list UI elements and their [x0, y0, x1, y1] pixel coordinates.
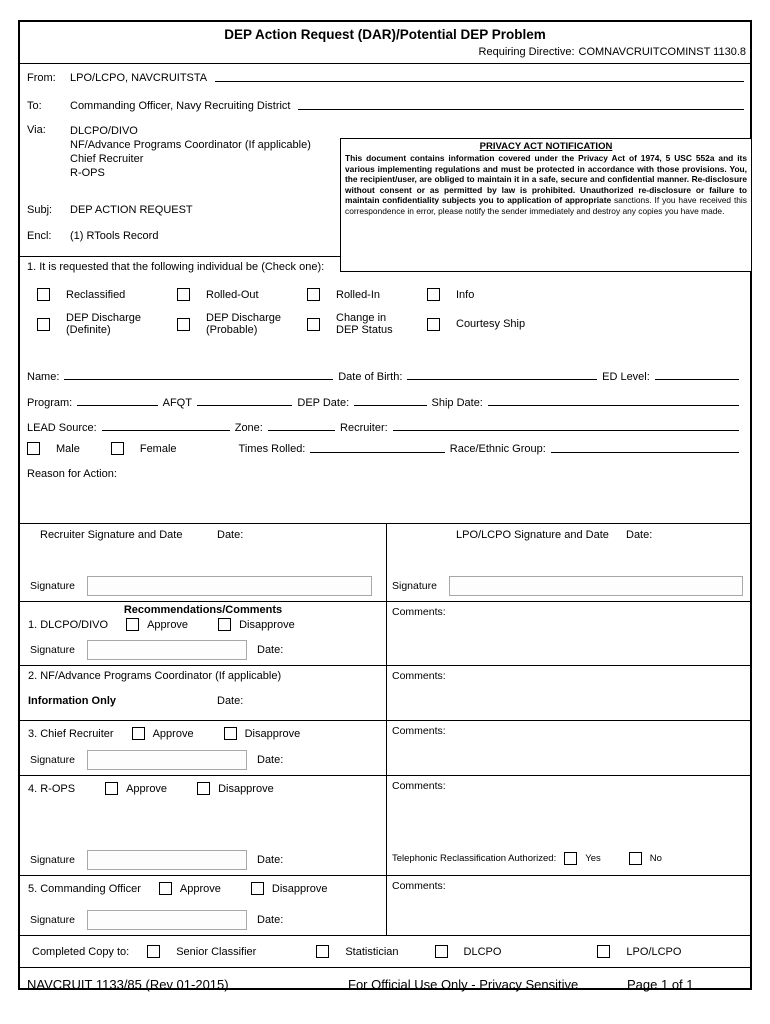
signature-label: Signature	[30, 644, 75, 656]
completed-copy-to-label: Completed Copy to:	[32, 945, 130, 958]
telephonic-label: Telephonic Reclassification Authorized:	[392, 853, 557, 864]
lpo-signature-section	[387, 524, 750, 602]
comments-label: Comments:	[392, 670, 446, 682]
telephonic-yes-checkbox[interactable]	[564, 852, 577, 865]
via-item: R-OPS	[70, 167, 105, 179]
left-column	[20, 524, 387, 935]
option-courtesy-ship	[427, 312, 525, 336]
option-label-line2: DEP Status	[336, 324, 393, 336]
dar-form	[18, 20, 752, 990]
recruiter-label: Recruiter:	[340, 422, 388, 434]
co-approval-line	[20, 882, 386, 895]
action-options	[20, 288, 750, 362]
lpo-signature-input[interactable]	[449, 576, 743, 596]
male-label: Male	[56, 442, 80, 455]
date-label: Date:	[257, 914, 284, 926]
name-label: Name:	[27, 371, 60, 383]
disapprove-label: Disapprove	[271, 882, 328, 895]
option-info	[427, 288, 474, 301]
dob-field[interactable]	[407, 379, 597, 380]
dep-discharge-definite-checkbox[interactable]	[37, 318, 50, 331]
disapprove-label: Disapprove	[239, 618, 295, 631]
option-label: Info	[456, 288, 475, 301]
dlcpo-divo-approval-line	[20, 618, 386, 631]
dlcpo-copy-label: DLCPO	[463, 945, 502, 958]
lead-source-row	[20, 414, 750, 439]
program-label: Program:	[27, 397, 73, 409]
reason-for-action-label: Reason for Action:	[27, 468, 117, 480]
enclosure-label: Encl:	[27, 230, 52, 242]
option-label-line1: Change in	[336, 312, 387, 324]
lead-source-field[interactable]	[102, 430, 230, 431]
instruction-text: 1. It is requested that the following individual be (Check one):	[27, 261, 325, 273]
date-label: Date:	[217, 529, 244, 541]
option-label: Rolled-In	[336, 288, 381, 301]
signature-label: Signature	[392, 580, 437, 592]
co-comments-section	[387, 876, 750, 935]
commanding-officer-section	[20, 876, 386, 935]
ed-level-label: ED Level:	[602, 371, 650, 383]
information-only-label: Information Only	[28, 695, 116, 707]
from-value: LPO/LCPO, NAVCRUITSTA	[70, 72, 208, 84]
comments-label: Comments:	[392, 780, 446, 792]
to-label: To:	[27, 100, 42, 112]
name-row	[20, 362, 750, 388]
program-row	[20, 388, 750, 414]
afqt-field[interactable]	[197, 405, 292, 406]
dep-discharge-probable-checkbox[interactable]	[177, 318, 190, 331]
option-rolled-in	[307, 288, 427, 301]
recruiter-signature-input[interactable]	[87, 576, 372, 596]
privacy-body-normal: sanctions. If you have received this correspondence in error, please notify the sender immediately and destroy any copies you have made.	[345, 195, 747, 216]
date-label: Date:	[257, 754, 284, 766]
yes-label: Yes	[585, 853, 601, 864]
signature-label: Signature	[30, 754, 75, 766]
chief-recruiter-label: 3. Chief Recruiter	[28, 727, 114, 740]
race-ethnic-group-field[interactable]	[551, 452, 739, 453]
statistician-label: Statistician	[345, 945, 399, 958]
recruiter-signature-title: Recruiter Signature and Date	[40, 529, 183, 541]
lead-source-label: LEAD Source:	[27, 422, 97, 434]
dep-date-field[interactable]	[354, 405, 426, 406]
no-label: No	[649, 853, 662, 864]
recruiter-signature-section	[20, 524, 386, 602]
senior-classifier-checkbox[interactable]	[147, 945, 160, 958]
female-checkbox[interactable]	[111, 442, 124, 455]
option-dep-discharge-definite	[37, 312, 177, 336]
dlcpo-divo-section	[20, 602, 386, 666]
co-signature-line	[20, 910, 386, 930]
form-number: NAVCRUIT 1133/85 (Rev 01-2015)	[27, 977, 229, 992]
male-checkbox[interactable]	[27, 442, 40, 455]
privacy-act-notification	[340, 138, 752, 272]
subject-value: DEP ACTION REQUEST	[70, 204, 193, 216]
option-label: Reclassified	[66, 288, 126, 301]
enclosure-value: (1) RTools Record	[70, 230, 159, 242]
recruiter-signature-header	[20, 524, 386, 541]
rops-section	[20, 776, 386, 876]
comments-label: Comments:	[392, 725, 446, 737]
reason-for-action-row	[20, 463, 750, 523]
approve-label: Approve	[179, 882, 221, 895]
via-item: Chief Recruiter	[70, 153, 144, 165]
fouo-notice: For Official Use Only - Privacy Sensitive	[348, 977, 579, 992]
afqt-label: AFQT	[162, 397, 192, 409]
date-label: Date:	[217, 695, 244, 707]
signature-label: Signature	[30, 854, 75, 866]
information-only-line	[20, 695, 386, 707]
chief-recruiter-comments-section	[387, 721, 750, 776]
reclassified-checkbox[interactable]	[37, 288, 50, 301]
rops-label: 4. R-OPS	[28, 782, 76, 795]
rops-signature-line	[20, 850, 386, 870]
approve-label: Approve	[147, 618, 189, 631]
dlcpo-copy-checkbox[interactable]	[435, 945, 448, 958]
form-title: DEP Action Request (DAR)/Potential DEP Problem	[224, 27, 546, 42]
dlcpo-signature-input[interactable]	[87, 640, 247, 660]
date-label: Date:	[257, 854, 284, 866]
option-female	[111, 442, 177, 455]
form-footer	[20, 968, 750, 1007]
chief-recruiter-approve-checkbox[interactable]	[132, 727, 145, 740]
race-ethnic-group-label: Race/Ethnic Group:	[449, 442, 546, 455]
chief-recruiter-approval-line	[20, 727, 386, 740]
dob-label: Date of Birth:	[338, 371, 403, 383]
option-label-line1: DEP Discharge	[206, 312, 281, 324]
right-column	[387, 524, 750, 935]
chief-recruiter-signature-line	[20, 750, 386, 770]
telephonic-authorization-line	[392, 852, 744, 865]
from-label: From:	[27, 72, 56, 84]
option-label-line1: Courtesy Ship	[456, 318, 526, 330]
gender-row	[20, 439, 750, 463]
approval-region	[20, 523, 750, 935]
requiring-directive	[475, 46, 746, 58]
recruiter-signature-line	[20, 576, 386, 596]
option-label-line2: (Probable)	[206, 324, 258, 336]
lpo-lcpo-copy-label: LPO/LCPO	[626, 945, 682, 958]
option-label	[336, 312, 393, 336]
to-fill-line[interactable]	[298, 109, 744, 110]
program-field[interactable]	[77, 405, 157, 406]
options-row-2	[37, 312, 750, 336]
times-rolled-label: Times Rolled:	[238, 442, 306, 455]
letterhead	[20, 72, 750, 257]
option-label	[206, 312, 281, 336]
options-row-1	[37, 288, 750, 301]
chief-recruiter-section	[20, 721, 386, 776]
zone-label: Zone:	[234, 422, 263, 434]
rops-approval-line	[20, 782, 386, 795]
approve-label: Approve	[126, 782, 168, 795]
requiring-directive-value: COMNAVCRUITCOMINST 1130.8	[578, 46, 746, 58]
form-header	[20, 22, 750, 64]
disapprove-label: Disapprove	[244, 727, 301, 740]
disapprove-label: Disapprove	[218, 782, 274, 795]
option-rolled-out	[177, 288, 307, 301]
dlcpo-disapprove-checkbox[interactable]	[218, 618, 231, 631]
signature-label: Signature	[30, 914, 75, 926]
distribution-row	[20, 935, 750, 968]
female-label: Female	[139, 442, 177, 455]
comments-label: Comments:	[392, 606, 446, 618]
courtesy-ship-checkbox[interactable]	[427, 318, 440, 331]
co-approve-checkbox[interactable]	[159, 882, 172, 895]
subject-label: Subj:	[27, 204, 53, 216]
info-checkbox[interactable]	[427, 288, 440, 301]
commanding-officer-label: 5. Commanding Officer	[28, 882, 141, 895]
via-list	[70, 124, 311, 180]
date-label: Date:	[626, 529, 653, 541]
option-male	[27, 442, 80, 455]
ship-date-field[interactable]	[488, 405, 739, 406]
ed-level-field[interactable]	[655, 379, 739, 380]
option-label: Rolled-Out	[206, 288, 259, 301]
change-dep-status-checkbox[interactable]	[307, 318, 320, 331]
recommendations-title: Recommendations/Comments	[123, 604, 283, 616]
to-row	[27, 100, 746, 112]
statistician-checkbox[interactable]	[316, 945, 329, 958]
via-item: DLCPO/DIVO	[70, 125, 138, 137]
option-change-dep-status	[307, 312, 427, 336]
option-label-line2: (Definite)	[66, 324, 111, 336]
telephonic-no-checkbox[interactable]	[629, 852, 642, 865]
nf-coordinator-label: 2. NF/Advance Programs Coordinator (If applicable)	[28, 670, 282, 682]
zone-field[interactable]	[268, 430, 335, 431]
lpo-signature-title: LPO/LCPO Signature and Date	[456, 529, 609, 541]
date-label: Date:	[257, 644, 284, 656]
ship-date-label: Ship Date:	[431, 397, 483, 409]
nf-comments-section	[387, 666, 750, 721]
lpo-lcpo-copy-checkbox[interactable]	[597, 945, 610, 958]
privacy-body	[345, 153, 747, 216]
chief-recruiter-disapprove-checkbox[interactable]	[224, 727, 237, 740]
via-label: Via:	[27, 124, 46, 136]
rops-disapprove-checkbox[interactable]	[197, 782, 210, 795]
option-reclassified	[37, 288, 177, 301]
rolled-out-checkbox[interactable]	[177, 288, 190, 301]
option-label	[66, 312, 141, 336]
rops-signature-input[interactable]	[87, 850, 247, 870]
nf-coordinator-section	[20, 666, 386, 721]
name-field[interactable]	[64, 379, 333, 380]
dlcpo-approve-checkbox[interactable]	[126, 618, 139, 631]
senior-classifier-label: Senior Classifier	[176, 945, 257, 958]
option-dep-discharge-probable	[177, 312, 307, 336]
recruiter-field[interactable]	[393, 430, 739, 431]
via-item: NF/Advance Programs Coordinator (If applicable)	[70, 139, 311, 151]
rops-comments-section	[387, 776, 750, 876]
dlcpo-comments-section	[387, 602, 750, 666]
times-rolled-field[interactable]	[310, 452, 444, 453]
comments-label: Comments:	[392, 880, 446, 892]
chief-recruiter-signature-input[interactable]	[87, 750, 247, 770]
approve-label: Approve	[152, 727, 194, 740]
from-fill-line[interactable]	[215, 81, 744, 82]
rops-approve-checkbox[interactable]	[105, 782, 118, 795]
lpo-signature-header	[387, 524, 750, 541]
requiring-directive-label: Requiring Directive:	[478, 46, 575, 58]
dlcpo-divo-label: 1. DLCPO/DIVO	[28, 618, 109, 631]
co-signature-input[interactable]	[87, 910, 247, 930]
from-row	[27, 72, 746, 84]
dlcpo-signature-line	[20, 640, 386, 660]
option-label	[456, 318, 525, 330]
lpo-signature-line	[387, 576, 750, 596]
privacy-title: PRIVACY ACT NOTIFICATION	[479, 141, 613, 152]
option-label-line1: DEP Discharge	[66, 312, 141, 324]
signature-label: Signature	[30, 580, 75, 592]
to-value: Commanding Officer, Navy Recruiting District	[70, 100, 291, 112]
privacy-body-bold: This document contains information covered under the Privacy Act of 1974, 5 USC 552a and its various implementing regulations and must be protected in accordance with those provisions. You, the recipient/user, are obliged to maintain it in a safe, secure and confidential manner. Re-disclosure without consent or as permitted by law is prohibited. Unauthorized re-disclosure or failure to maintain confidentiality subjects you to application of appropriate	[345, 153, 747, 206]
page-number: Page 1 of 1	[627, 977, 694, 992]
co-disapprove-checkbox[interactable]	[251, 882, 264, 895]
dep-date-label: DEP Date:	[297, 397, 350, 409]
rolled-in-checkbox[interactable]	[307, 288, 320, 301]
